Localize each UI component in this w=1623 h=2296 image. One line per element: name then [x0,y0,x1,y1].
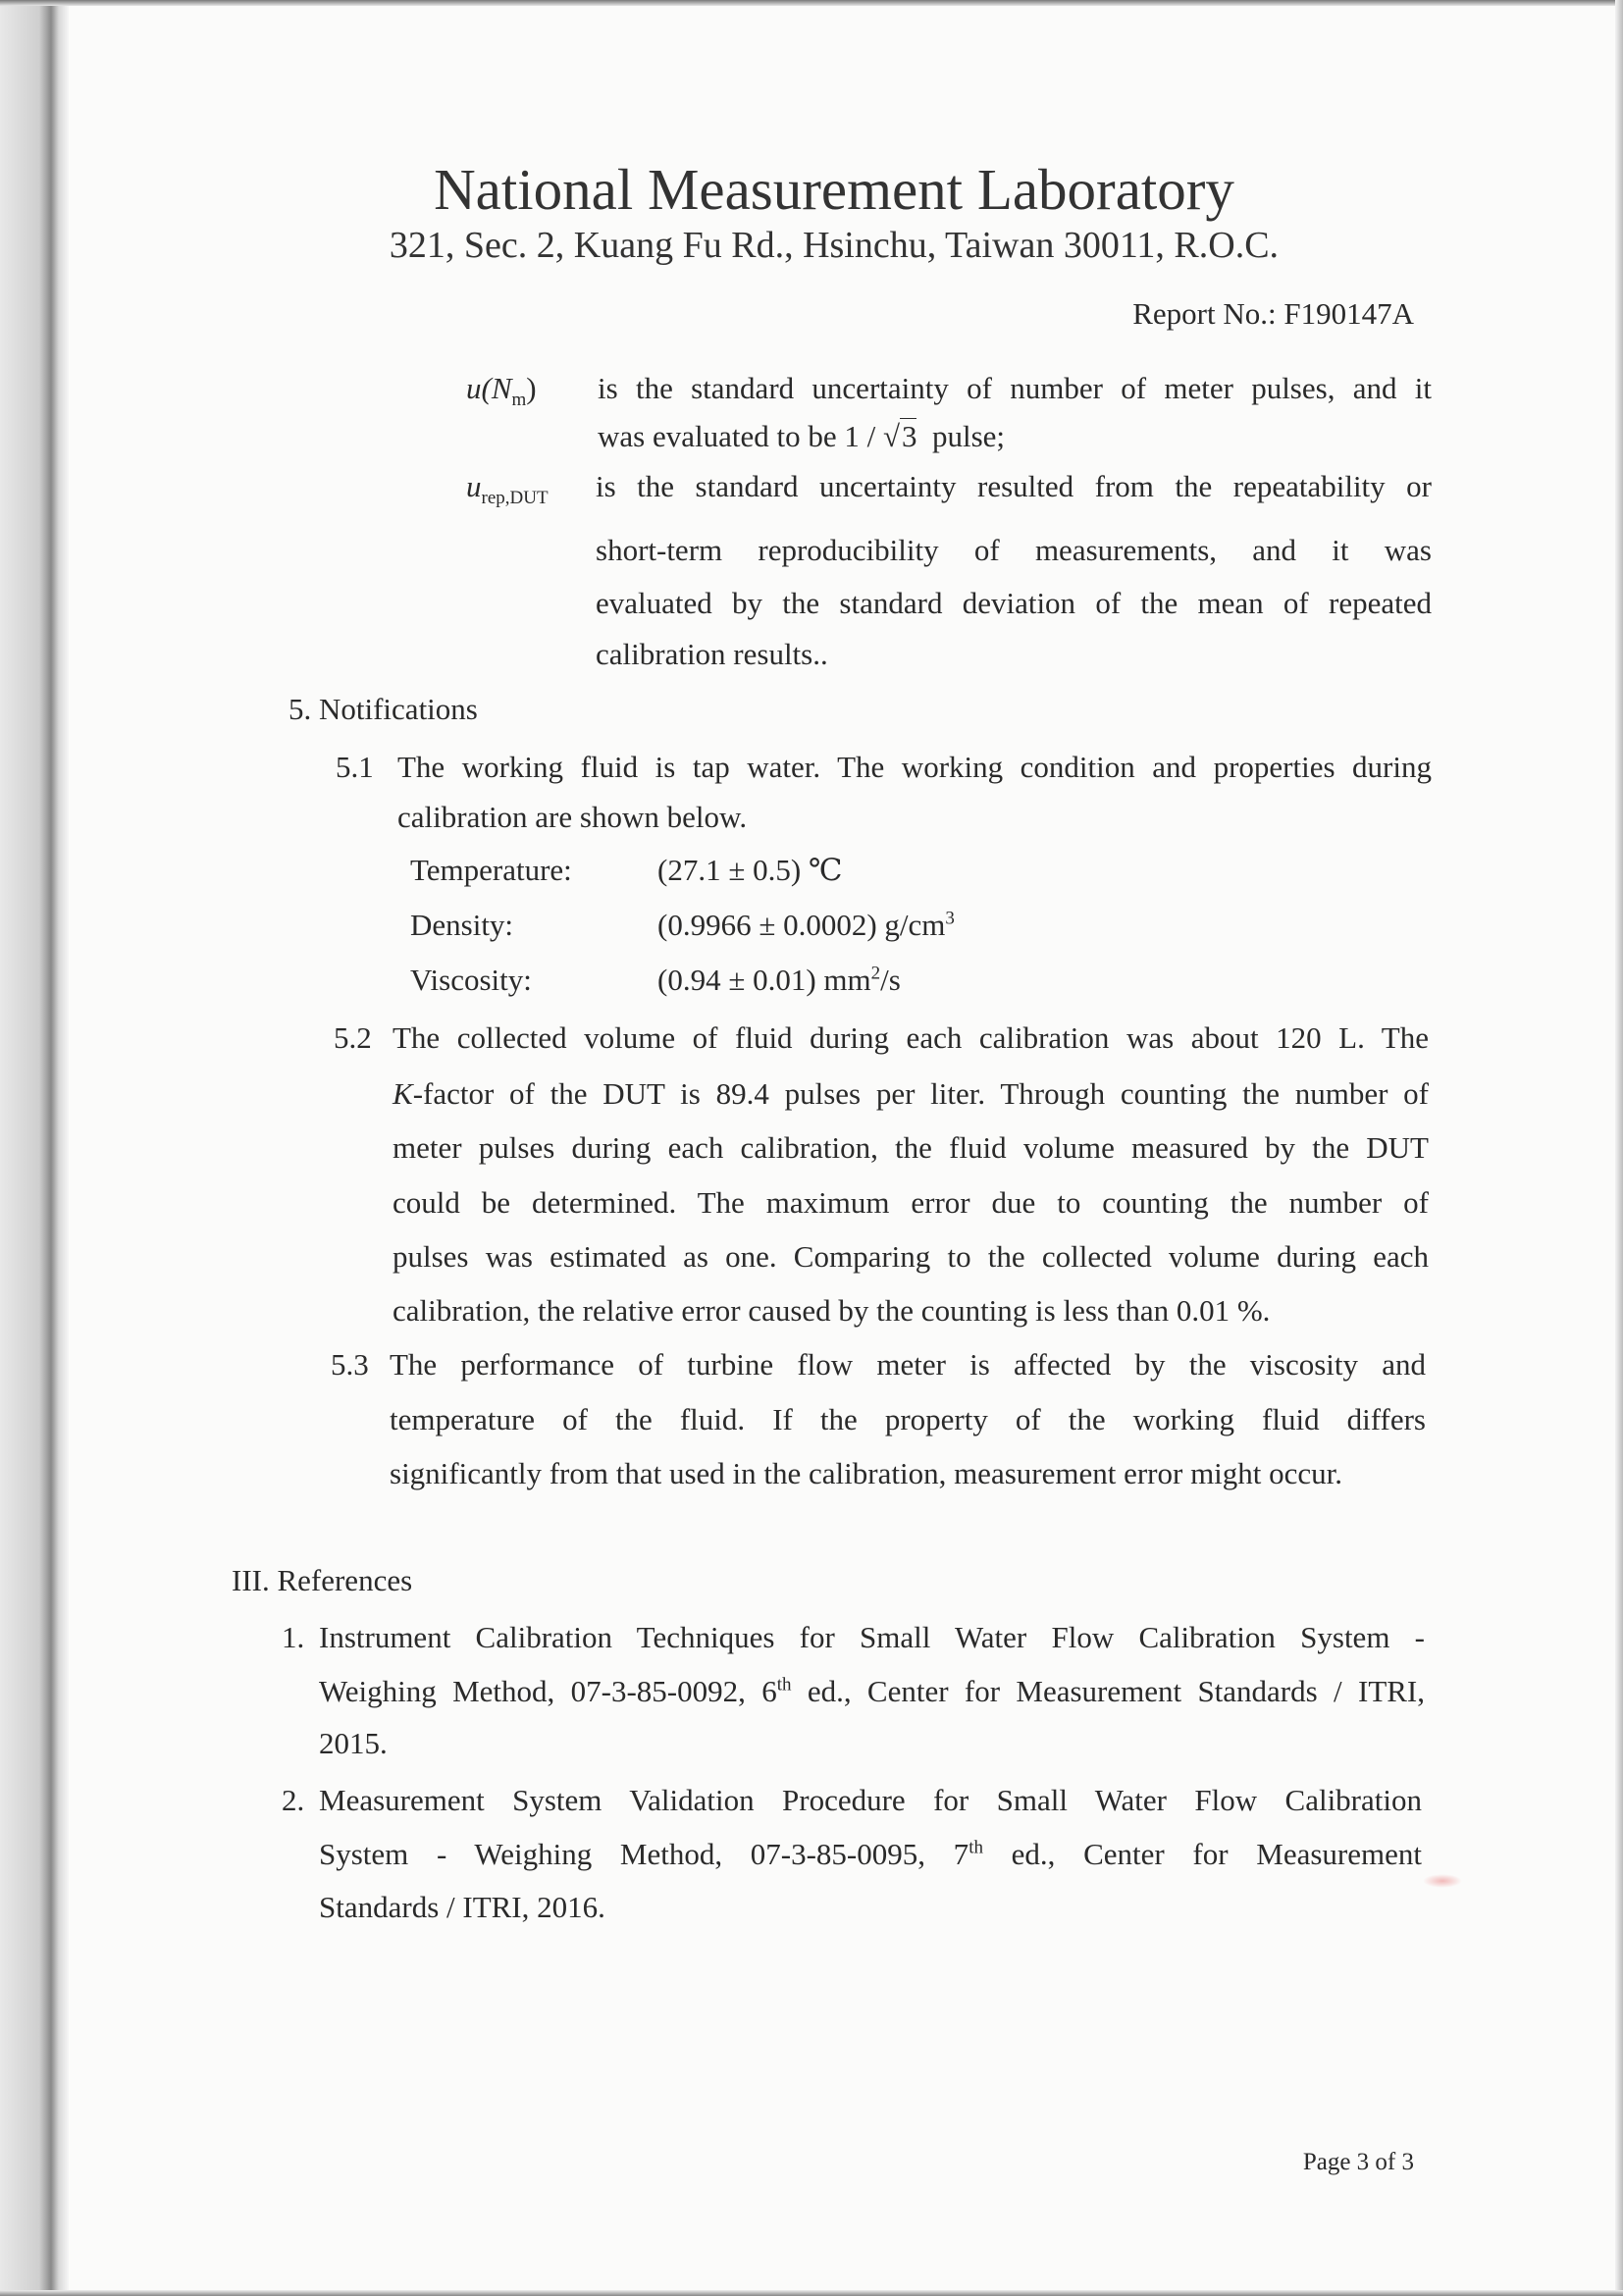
section-heading-notifications: 5. Notifications [288,692,478,726]
unit-sup: 2 [870,963,881,984]
property-label: Viscosity: [410,963,532,997]
scan-edge-right [1615,0,1623,2296]
reference-line [319,1674,1425,1709]
text: Weighing Method, 07-3-85-0092, 6 [319,1674,777,1708]
def1-line [598,419,1005,454]
value: (0.9966 ± 0.0002) g/cm [657,908,946,942]
scan-edge-bottom [0,2290,1623,2296]
value: (0.94 ± 0.01) mm [657,963,871,997]
def1-line: is the standard uncertainty of number of meter pulses, and it [598,371,1432,405]
property-label: Temperature: [410,853,572,887]
n2-line: The collected volume of fluid during each calibration was about 120 L. The [393,1020,1429,1055]
scan-edge-top [0,0,1623,6]
symbol-u-rep-dut [466,469,549,509]
reference-line [319,1837,1422,1872]
report-number: Report No.: F190147A [1132,296,1414,331]
def2-line: short-term reproducibility of measurements, and it was [596,533,1432,567]
n2-line: could be determined. The maximum error due to counting the number of [393,1185,1429,1220]
n3-line: temperature of the fluid. If the property of the working fluid differs [390,1402,1426,1436]
symbol-main: u [466,469,482,503]
sqrt-value: 3 [901,419,917,453]
scan-edge-left [0,0,69,2296]
property-value: (27.1 ± 0.5) ℃ [657,853,843,887]
property-value [657,963,901,998]
unit-after: /s [880,963,901,997]
def2-line: evaluated by the standard deviation of the mean of repeated [596,586,1432,620]
sqrt-symbol: √ [882,419,900,453]
reference-number: 1. [282,1620,305,1654]
stamp-mark [1423,1874,1462,1888]
reference-line: Measurement System Validation Procedure for Small Water Flow Calibration [319,1783,1422,1817]
def2-line: is the standard uncertainty resulted from the repeatability or [596,469,1432,503]
text: was evaluated to be 1 / [598,419,883,453]
n1-line: calibration are shown below. [397,800,748,834]
n2-line: calibration, the relative error caused by the counting is less than 0.01 %. [393,1293,1271,1328]
k-italic: K [393,1076,413,1111]
n2-line: meter pulses during each calibration, the fluid volume measured by the DUT [393,1130,1429,1165]
ordinal-sup: th [776,1674,792,1696]
reference-line: Instrument Calibration Techniques for Small Water Flow Calibration System - [319,1620,1425,1654]
reference-line: 2015. [319,1726,388,1760]
item-number: 5.2 [334,1020,372,1055]
n3-line: significantly from that used in the calibration, measurement error might occur. [390,1456,1343,1490]
text: ed., Center for Measurement [982,1837,1422,1871]
n3-line: The performance of turbine flow meter is affected by the viscosity and [390,1347,1426,1382]
property-value [657,908,955,943]
reference-number: 2. [282,1783,305,1817]
section-heading-references: III. References [232,1563,413,1597]
text: System - Weighing Method, 07-3-85-0095, 7 [319,1837,969,1871]
text: ed., Center for Measurement Standards / ITRI, [791,1674,1426,1708]
text: pulse; [916,419,1006,453]
def2-line: calibration results.. [596,637,828,671]
reference-line: Standards / ITRI, 2016. [319,1890,605,1924]
symbol-sub: rep,DUT [481,488,549,509]
address: 321, Sec. 2, Kuang Fu Rd., Hsinchu, Taiwan 30011, R.O.C. [389,225,1280,266]
page-number: Page 3 of 3 [1302,2149,1414,2175]
symbol-end: ) [526,371,537,405]
unit-sup: 3 [945,908,955,929]
symbol-u-nm [466,371,537,411]
text: -factor of the DUT is 89.4 pulses per liter. Through counting the number of [412,1076,1429,1111]
n1-line: The working fluid is tap water. The working condition and properties during [397,750,1432,784]
n2-line [393,1076,1429,1112]
symbol-main: u(N [466,371,512,405]
symbol-sub: m [511,390,527,411]
n2-line: pulses was estimated as one. Comparing to the collected volume during each [393,1239,1429,1274]
page-title: National Measurement Laboratory [434,157,1234,222]
item-number: 5.3 [331,1347,369,1382]
property-label: Density: [410,908,514,942]
ordinal-sup: th [969,1837,983,1858]
item-number: 5.1 [336,750,374,784]
